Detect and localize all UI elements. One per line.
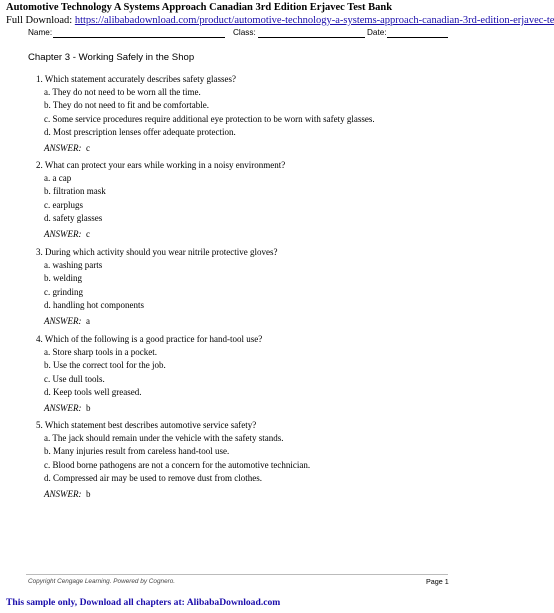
class-field-line[interactable]: [258, 37, 365, 38]
answer-label: ANSWER:: [44, 489, 82, 499]
answer-option: b. welding: [44, 273, 82, 284]
answer-option: a. The jack should remain under the vehicle with the safety stands.: [44, 433, 284, 444]
copyright-notice: Copyright Cengage Learning. Powered by Cognero.: [28, 578, 176, 585]
question-5: [36, 420, 311, 483]
answer-label: ANSWER:: [44, 229, 82, 239]
answer-option: b. Use the correct tool for the job.: [44, 360, 166, 371]
answer-line-4: [44, 403, 91, 413]
question-stem: 4. Which of the following is a good practice for hand-tool use?: [36, 334, 263, 344]
answer-option: d. Keep tools well greased.: [44, 386, 142, 397]
answer-label: ANSWER:: [44, 143, 82, 153]
class-label: Class:: [233, 28, 256, 37]
answer-option: a. a cap: [44, 173, 72, 184]
answer-option: d. safety glasses: [44, 212, 103, 223]
chapter-title: Chapter 3 - Working Safely in the Shop: [28, 52, 195, 63]
answer-option: c. Some service procedures require additional eye protection to be worn with safety glasses.: [44, 113, 375, 124]
full-download-line: [6, 15, 554, 26]
answer-label: ANSWER:: [44, 316, 82, 326]
answer-option: b. filtration mask: [44, 186, 106, 197]
name-field-line[interactable]: [53, 37, 225, 38]
answer-option: d. Compressed air may be used to remove dust from clothes.: [44, 472, 262, 483]
date-label: Date:: [367, 28, 387, 37]
question-2: [36, 160, 285, 223]
question-4: [36, 334, 262, 397]
question-3: [36, 247, 277, 310]
download-link[interactable]: https://alibabadownload.com/product/automotive-technology-a-systems-approach-canadian-3rd-edition-erjavec-te: [74, 15, 554, 26]
date-field-line[interactable]: [387, 37, 448, 38]
name-label: Name:: [28, 28, 53, 37]
answer-option: b. They do not need to fit and be comfortable.: [44, 100, 210, 111]
download-banner[interactable]: This sample only, Download all chapters at: AlibabaDownload.com: [6, 597, 281, 608]
document-title: Automotive Technology A Systems Approach Canadian 3rd Edition Erjavec Test Bank: [6, 2, 393, 13]
download-label: Full Download:: [6, 15, 75, 26]
answer-option: c. earplugs: [44, 199, 83, 210]
answer-option: a. washing parts: [44, 260, 103, 271]
answer-option: c. grinding: [44, 286, 83, 297]
answer-value: c: [86, 229, 90, 239]
answer-option: c. Use dull tools.: [44, 373, 105, 384]
answer-value: c: [86, 143, 90, 153]
answer-option: a. They do not need to be worn all the time.: [44, 87, 201, 98]
question-stem: 3. During which activity should you wear nitrile protective gloves?: [36, 247, 278, 257]
answer-value: b: [86, 403, 91, 413]
answer-option: b. Many injuries result from careless hand-tool use.: [44, 446, 230, 457]
question-stem: 5. Which statement best describes automotive service safety?: [36, 420, 257, 430]
answer-line-1: [44, 143, 90, 153]
answer-value: a: [86, 316, 90, 326]
answer-label: ANSWER:: [44, 403, 82, 413]
answer-option: a. Store sharp tools in a pocket.: [44, 347, 157, 358]
footer-divider: [26, 574, 448, 575]
answer-line-3: [44, 316, 90, 326]
answer-line-5: [44, 489, 91, 499]
question-stem: 1. Which statement accurately describes safety glasses?: [36, 74, 237, 84]
answer-line-2: [44, 229, 90, 239]
question-stem: 2. What can protect your ears while working in a noisy environment?: [36, 160, 286, 170]
question-1: [36, 74, 375, 137]
answer-value: b: [86, 489, 91, 499]
answer-option: d. Most prescription lenses offer adequate protection.: [44, 126, 236, 137]
answer-option: d. handling hot components: [44, 299, 144, 310]
answer-option: c. Blood borne pathogens are not a concern for the automotive technician.: [44, 459, 311, 470]
page-number: Page 1: [426, 577, 449, 586]
